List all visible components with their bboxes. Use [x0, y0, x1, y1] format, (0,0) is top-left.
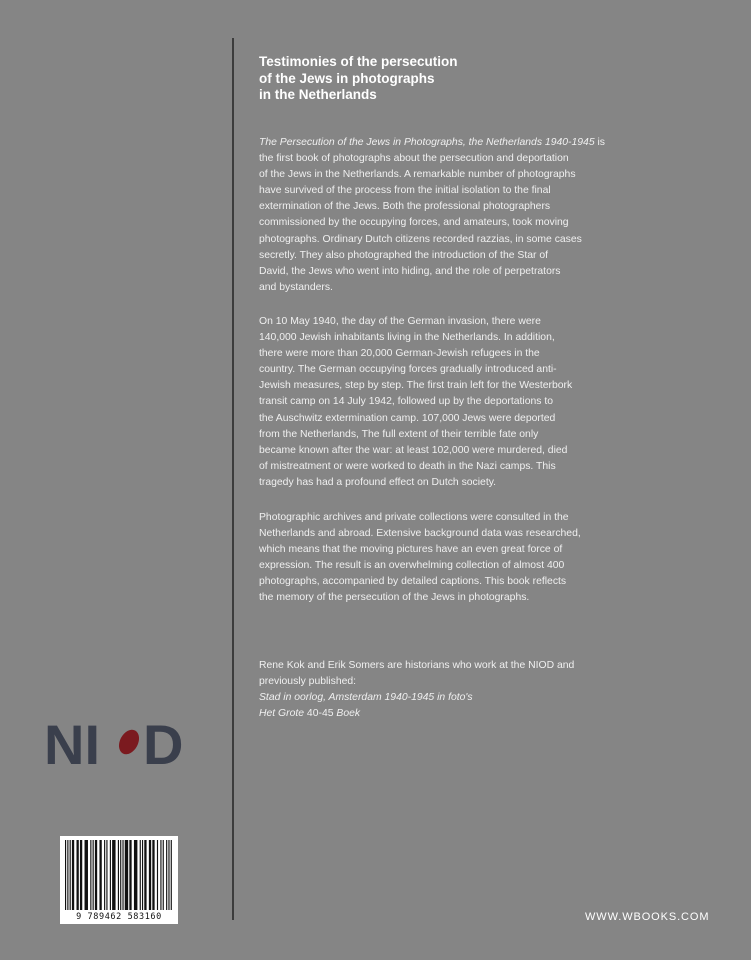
text-fragment: Het Grote: [259, 708, 305, 720]
paragraph-line: there were more than 20,000 German-Jewish refugees in the: [259, 348, 540, 360]
niod-logo: [44, 712, 204, 772]
text-fragment: is: [594, 137, 606, 148]
paragraph-line: extermination of the Jews. Both the professional photographers: [259, 201, 551, 213]
paragraph-line: photographs, accompanied by detailed captions. This book reflects: [259, 576, 567, 588]
title-line-3: in the Netherlands: [259, 87, 377, 102]
paragraph-line: the Auschwitz extermination camp. 107,000 Jews were deported: [259, 412, 556, 424]
paragraph-history: [259, 314, 619, 491]
barcode-bar: [160, 840, 161, 910]
paragraph-line: and bystanders.: [259, 281, 333, 293]
barcode-bar: [99, 840, 101, 910]
paragraph-line: have survived of the process from the initial isolation to the final: [259, 185, 551, 197]
barcode-bar: [118, 840, 119, 910]
barcode-bar: [125, 840, 128, 910]
paragraph-line: Netherlands and abroad. Extensive background data was researched,: [259, 528, 581, 540]
niod-logo-graphic: [44, 712, 204, 772]
book-reference-2: [259, 706, 619, 722]
barcode-bar: [134, 840, 137, 910]
paragraph-archives: [259, 510, 619, 607]
paragraph-line: from the Netherlands, The full extent of their terrible fate only: [259, 428, 539, 440]
vertical-divider: [232, 38, 234, 920]
barcode-bar: [67, 840, 68, 910]
barcode-bars: [60, 836, 178, 924]
logo-text-left: NI: [44, 713, 100, 772]
publisher-website[interactable]: WWW.WBOOKS.COM: [585, 911, 710, 923]
text-fragment: 40-45: [304, 708, 337, 720]
paragraph-line: country. The German occupying forces gradually introduced anti-: [259, 364, 557, 376]
barcode-bar: [168, 840, 169, 910]
barcode-bar: [90, 840, 91, 910]
paragraph-line: the first book of photographs about the persecution and deportation: [259, 153, 569, 165]
title-line-2: of the Jews in photographs: [259, 70, 435, 86]
text-fragment: Boek: [336, 708, 361, 720]
barcode-bar: [110, 840, 111, 910]
barcode-bar: [149, 840, 151, 910]
barcode-bar: [76, 840, 78, 910]
logo-accent-mark: [115, 726, 143, 757]
book-title-italic: The Persecution of the Jews in Photographs, the Netherlands 1940-1945: [259, 137, 595, 148]
paragraph-line: secretly. They also photographed the introduction of the Star of: [259, 249, 548, 261]
paragraph-line: Photographic archives and private collections were consulted in the: [259, 512, 569, 523]
barcode-bar: [106, 840, 107, 910]
paragraph-line: On 10 May 1940, the day of the German invasion, there were: [259, 316, 541, 327]
barcode-bar: [104, 840, 105, 910]
paragraph-line: 140,000 Jewish inhabitants living in the Netherlands. In addition,: [259, 332, 555, 344]
paragraph-line: Jewish measures, step by step. The first train left for the Westerbork: [259, 380, 573, 392]
book-reference-1: Stad in oorlog, Amsterdam 1940-1945 in foto's: [259, 692, 473, 704]
barcode-bar: [122, 840, 123, 910]
paragraph-line: commissioned by the occupying forces, and amateurs, took moving: [259, 217, 569, 229]
barcode-bar: [120, 840, 121, 910]
paragraph-line: [259, 135, 619, 151]
paragraph-authors: [259, 658, 619, 722]
isbn-digits: 9 789462 583160: [76, 912, 162, 922]
barcode-bar: [166, 840, 167, 910]
back-cover-title: [259, 54, 679, 104]
paragraph-line: transit camp on 14 July 1942, followed up by the deportations to: [259, 396, 554, 408]
barcode-bar: [72, 840, 74, 910]
barcode-bar: [95, 840, 97, 910]
barcode-bar: [129, 840, 131, 910]
barcode-bar: [144, 840, 146, 910]
barcode-bar: [171, 840, 172, 910]
barcode-bar: [80, 840, 82, 910]
title-line-1: Testimonies of the persecution: [259, 54, 458, 69]
barcode-bar: [163, 840, 164, 910]
barcode-bar: [112, 840, 115, 910]
paragraph-line: tragedy has had a profound effect on Dutch society.: [259, 476, 497, 488]
paragraph-line: David, the Jews who went into hiding, and the role of perpetrators: [259, 265, 561, 277]
barcode-bar: [142, 840, 143, 910]
paragraph-line: became known after the war: at least 102,000 were murdered, died: [259, 444, 568, 456]
barcode-bar: [93, 840, 94, 910]
barcode-bar: [65, 840, 66, 910]
barcode-bar: [70, 840, 71, 910]
paragraph-line: previously published:: [259, 676, 357, 688]
paragraph-line: which means that the moving pictures have an even great force of: [259, 544, 563, 556]
barcode-bar: [85, 840, 88, 910]
paragraph-line: the memory of the persecution of the Jews in photographs.: [259, 592, 530, 604]
paragraph-line: of mistreatment or were worked to death in the Nazi camps. This: [259, 460, 556, 472]
paragraph-line: photographs. Ordinary Dutch citizens recorded razzias, in some cases: [259, 233, 582, 245]
paragraph-line: expression. The result is an overwhelming collection of almost 400: [259, 560, 565, 572]
paragraph-introduction: [259, 135, 619, 296]
isbn-barcode: [60, 836, 178, 924]
barcode-bar: [157, 840, 158, 910]
barcode-bar: [152, 840, 154, 910]
logo-text-right: D: [143, 713, 184, 772]
paragraph-line: of the Jews in the Netherlands. A remarkable number of photographs: [259, 169, 576, 181]
barcode-bar: [140, 840, 141, 910]
paragraph-line: Rene Kok and Erik Somers are historians who work at the NIOD and: [259, 660, 575, 671]
